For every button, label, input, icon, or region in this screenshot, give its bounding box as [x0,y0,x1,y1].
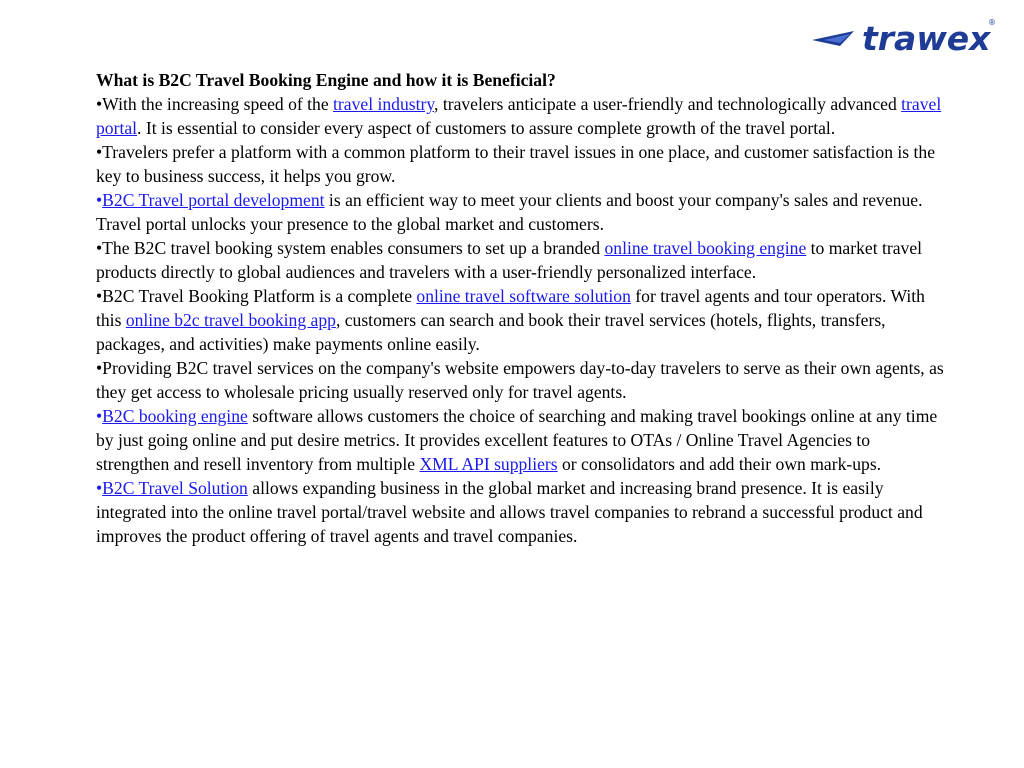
paragraph-text: Providing B2C travel services on the company's website empowers day-to-day travelers to serve as their own agents, as they get access to wholesale pricing usually reserved only for travel agents. [96,358,944,402]
logo-registered-mark: ® [988,18,996,27]
bullet-paragraph [96,476,946,548]
bullet-icon: • [96,238,103,258]
bullet-icon: • [96,142,103,162]
trawex-logo [810,14,1006,60]
inline-link[interactable]: B2C Travel portal development [102,190,325,210]
paragraph-text: . It is essential to consider every aspect of customers to assure complete growth of the travel portal. [137,118,836,138]
paragraph-text: The B2C travel booking system enables consumers to set up a branded [102,238,605,258]
bullet-icon: • [96,358,103,378]
inline-link[interactable]: B2C Travel Solution [102,478,248,498]
document-body [96,68,946,548]
bullet-icon: • [96,286,103,306]
bullet-paragraph [96,140,946,188]
paragraph-text: for travel agents and tour operators. With this [96,286,925,330]
bullet-paragraph [96,92,946,140]
paragraph-text: allows expanding business in the global market and increasing brand presence. It is easily integrated into the online travel portal/travel website and allows travel companies to rebrand a successful product and improves the product offering of travel agents and travel companies. [96,478,923,546]
inline-link[interactable]: XML API suppliers [419,454,558,474]
document-title: What is B2C Travel Booking Engine and how it is Beneficial? [96,70,556,90]
inline-link[interactable]: B2C booking engine [102,406,248,426]
paragraph-text: B2C Travel Booking Platform is a complete [102,286,417,306]
bullet-paragraph [96,284,946,356]
bullet-paragraph [96,236,946,284]
paragraph-text: software allows customers the choice of searching and making travel bookings online at any time by just going online and put desire metrics. It provides excellent features to OTAs / Online Travel Agencies to strengthen and resell inventory from multiple [96,406,938,474]
bullet-paragraph [96,188,946,236]
inline-link[interactable]: online travel software solution [416,286,631,306]
paragraph-text: is an efficient way to meet your clients and boost your company's sales and revenue. Travel portal unlocks your presence to the global market and customers. [96,190,923,234]
paragraph-text: or consolidators and add their own mark-ups. [557,454,882,474]
trawex-logo-graphic [810,14,1006,60]
bullet-icon: • [96,406,103,426]
bullet-paragraph [96,404,946,476]
paragraph-text: to market travel products directly to global audiences and travelers with a user-friendly personalized interface. [96,238,923,282]
bullet-icon: • [96,94,103,114]
inline-link[interactable]: online travel booking engine [604,238,807,258]
inline-link[interactable]: travel industry [333,94,435,114]
bullet-icon: • [96,190,103,210]
bullet-list [96,92,946,548]
inline-link[interactable]: travel portal [96,94,942,138]
bullet-paragraph [96,356,946,404]
paragraph-text: , customers can search and book their travel services (hotels, flights, transfers, packages, and activities) make payments online easily. [96,310,886,354]
inline-link[interactable]: online b2c travel booking app [125,310,336,330]
paragraph-text: , travelers anticipate a user-friendly and technologically advanced [434,94,902,114]
logo-wordmark: trawex [862,19,991,58]
bullet-icon: • [96,478,103,498]
paragraph-text: Travelers prefer a platform with a common platform to their travel issues in one place, and customer satisfaction is the key to business success, it helps you grow. [96,142,936,186]
paragraph-text: With the increasing speed of the [102,94,334,114]
